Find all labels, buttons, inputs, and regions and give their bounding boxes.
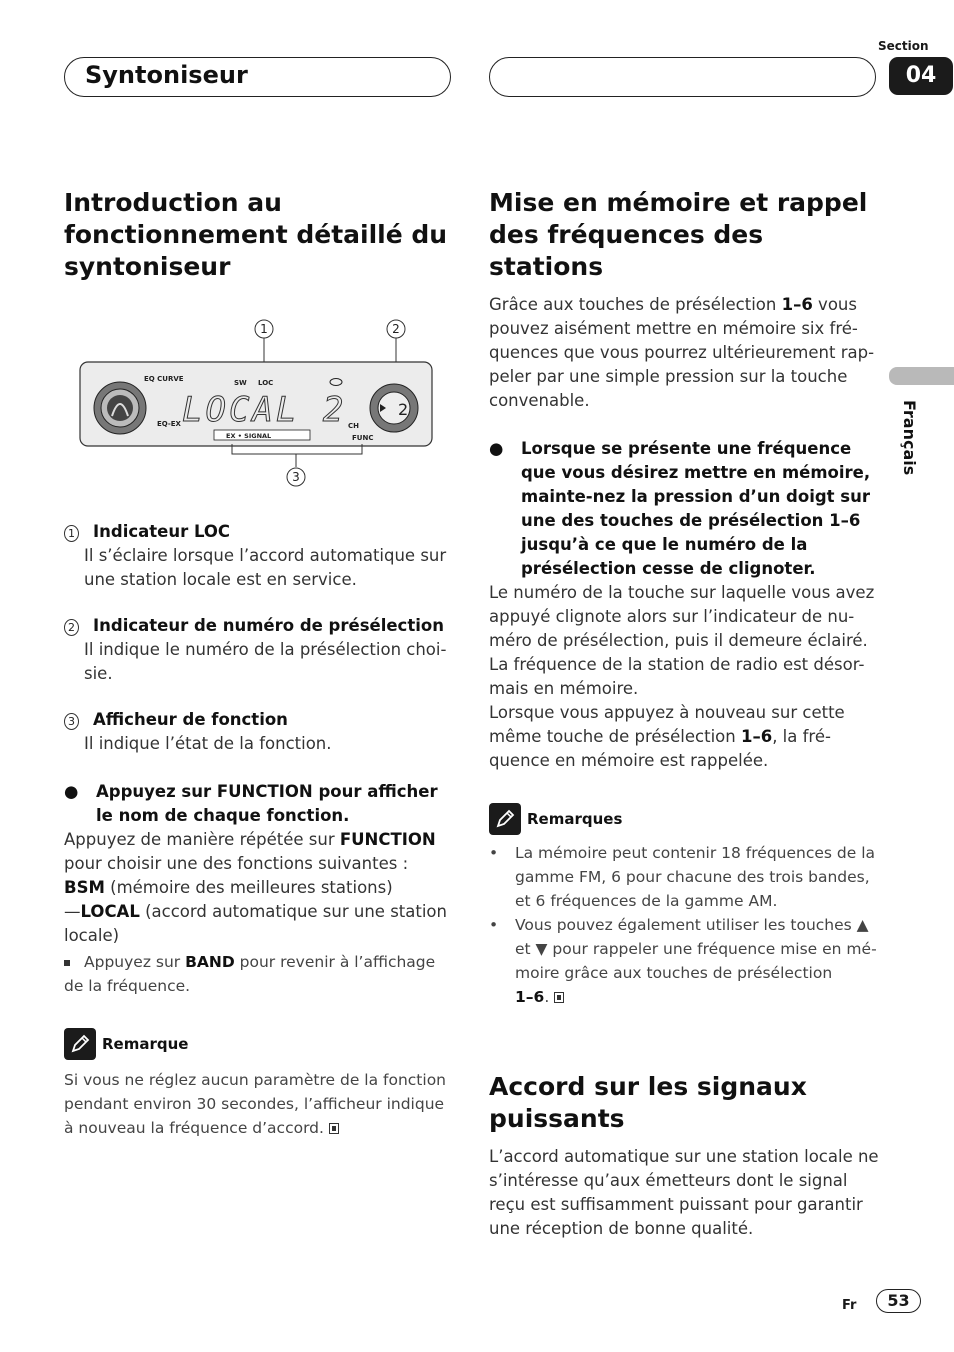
- right-heading-2: Accord sur les signaux puissants: [489, 1072, 807, 1133]
- label-loc: LOC: [258, 379, 274, 387]
- para-function: FUNCTION: [339, 830, 436, 849]
- item-3-number: 3: [64, 713, 79, 730]
- para-dash: —: [64, 902, 81, 921]
- para-bsm-text: (mémoire des meilleures stations): [104, 878, 393, 897]
- end-mark-icon: [554, 992, 564, 1003]
- preset-dial-icon: [370, 384, 418, 432]
- notes-presets: 1–6: [515, 988, 545, 1006]
- item-3-title: Afficheur de fonction: [93, 710, 288, 729]
- footer-lang: Fr: [842, 1298, 857, 1313]
- item-1-text: Il s’éclaire lorsque l’accord automatique sur une station locale est en service.: [84, 546, 447, 589]
- svg-text:2: 2: [398, 400, 409, 419]
- para-local-text: (accord automatique sur une station locale): [64, 902, 447, 945]
- bullet-dot-icon: ●: [489, 439, 504, 458]
- note-pencil-icon: [64, 1028, 96, 1060]
- language-label: Français: [900, 400, 919, 476]
- item-2-number: 2: [64, 619, 79, 636]
- item-1-title: Indicateur LOC: [93, 522, 231, 541]
- item-3: [64, 708, 454, 756]
- right-column: [489, 187, 879, 1241]
- right-notes-heading: [489, 803, 879, 835]
- label-sw: SW: [234, 379, 247, 387]
- right-intro: [489, 293, 879, 413]
- right-para-2: L’accord automatique sur une station locale ne s’intéresse qu’aux émetteurs dont le signal reçu est suffisamment puissant pour garantir une réception de bonne qualité.: [489, 1147, 879, 1238]
- subnote-pre: Appuyez sur: [84, 953, 186, 971]
- callout-3: [232, 444, 362, 486]
- after-presets: 1–6: [740, 727, 773, 746]
- chapter-title: Syntoniseur: [85, 61, 248, 89]
- left-subnote: [64, 950, 454, 998]
- right-heading-1: Mise en mémoire et rappel des fréquences des stations: [489, 188, 868, 281]
- left-heading: Introduction au fonctionnement détaillé du syntoniseur: [64, 188, 448, 281]
- label-ch: CH: [348, 422, 359, 430]
- callout-2-text: 2: [392, 322, 400, 336]
- after-p3: Lorsque vous appuyez à nouveau sur cette même touche de présélection 1–6, la fré-quence en mémoire est rappelée.: [489, 703, 845, 770]
- left-bullet-text: Appuyez sur FUNCTION pour afficher le nom de chaque fonction.: [96, 782, 438, 825]
- item-1-number: 1: [64, 525, 79, 542]
- item-2: [64, 614, 454, 686]
- left-note-heading: [64, 1028, 454, 1060]
- label-func: FUNC: [352, 434, 374, 442]
- intro-pre: Grâce aux touches de présélection: [489, 295, 782, 314]
- item-2-text: Il indique le numéro de la présélection choi-sie.: [84, 640, 447, 683]
- subnote-post: pour revenir à l’affichage de la fréquence.: [64, 953, 436, 995]
- item-1: [64, 520, 454, 592]
- callout-1-text: 1: [260, 322, 268, 336]
- right-notes-title: Remarques: [527, 810, 623, 828]
- left-paragraph: [64, 828, 454, 948]
- section-number: 04: [889, 57, 953, 95]
- left-note-text: Si vous ne réglez aucun paramètre de la fonction pendant environ 30 secondes, l’afficheur indique à nouveau la fréquence d’accord.: [64, 1071, 446, 1137]
- item-3-text: Il indique l’état de la fonction.: [84, 734, 332, 753]
- intro-presets: 1–6: [781, 295, 813, 314]
- para-local: LOCAL: [80, 902, 140, 921]
- language-tab: [889, 367, 954, 385]
- end-mark-icon: [329, 1123, 339, 1134]
- label-signal: EX • SIGNAL: [226, 432, 272, 440]
- right-bullet-text: Lorsque se présente une fréquence que vous désirez mettre en mémoire, mainte-nez la pression d’un doigt sur une des touches de présélection 1–6 jusqu’à ce que le numéro de la présélection cesse de clignoter.: [521, 439, 871, 578]
- page-number: 53: [876, 1289, 921, 1313]
- eq-dial-icon: [94, 382, 146, 434]
- tuner-display-figure: [64, 312, 454, 492]
- para-p2: pour choisir une des fonctions suivantes :: [64, 854, 409, 873]
- left-items: [64, 520, 454, 1140]
- label-eq-curve: EQ CURVE: [144, 375, 184, 383]
- para-p1: Appuyez de manière répétée sur: [64, 830, 340, 849]
- left-column: [64, 187, 454, 283]
- after-p1: Le numéro de la touche sur laquelle vous avez appuyé clignote alors sur l’indicateur de nu-méro de présélection, puis il demeure éclairé.: [489, 583, 875, 650]
- intro-post: vous pouvez aisément mettre en mémoire six fré-quences que vous pourrez ultérieurement rap-peler par une simple pression sur la touche convenable.: [489, 295, 875, 410]
- right-bullet: [489, 437, 879, 581]
- para-bsm: BSM: [64, 878, 105, 897]
- callout-3-text: 3: [292, 470, 300, 484]
- bullet-dot-icon: ●: [64, 782, 79, 801]
- right-after: [489, 581, 879, 773]
- note-item-2: • Vous pouvez également utiliser les touches ▲ et ▼ pour rappeler une fréquence mise en mé-moire grâce aux touches de présélection 1–6.: [489, 916, 877, 1006]
- display-segment-text: LOCAL 2: [182, 390, 347, 430]
- left-note-text-block: [64, 1068, 454, 1140]
- left-bullet: [64, 780, 454, 828]
- square-bullet-icon: [64, 960, 70, 966]
- note-item-1: • La mémoire peut contenir 18 fréquences de la gamme FM, 6 pour chacune des trois bandes, et 6 fréquences de la gamme AM.: [489, 844, 876, 910]
- right-notes-list: [489, 841, 879, 1009]
- header-right-pill: [489, 57, 876, 97]
- after-p2: La fréquence de la station de radio est désor-mais en mémoire.: [489, 655, 865, 698]
- section-label: Section: [878, 39, 929, 53]
- item-2-title: Indicateur de numéro de présélection: [93, 616, 444, 635]
- label-eq-ex: EQ-EX: [157, 420, 181, 428]
- note-pencil-icon: [489, 803, 521, 835]
- header-left-pill: [64, 57, 451, 97]
- tuner-display-svg: [64, 312, 454, 492]
- subnote-band: BAND: [185, 953, 235, 971]
- left-note-title: Remarque: [102, 1035, 189, 1053]
